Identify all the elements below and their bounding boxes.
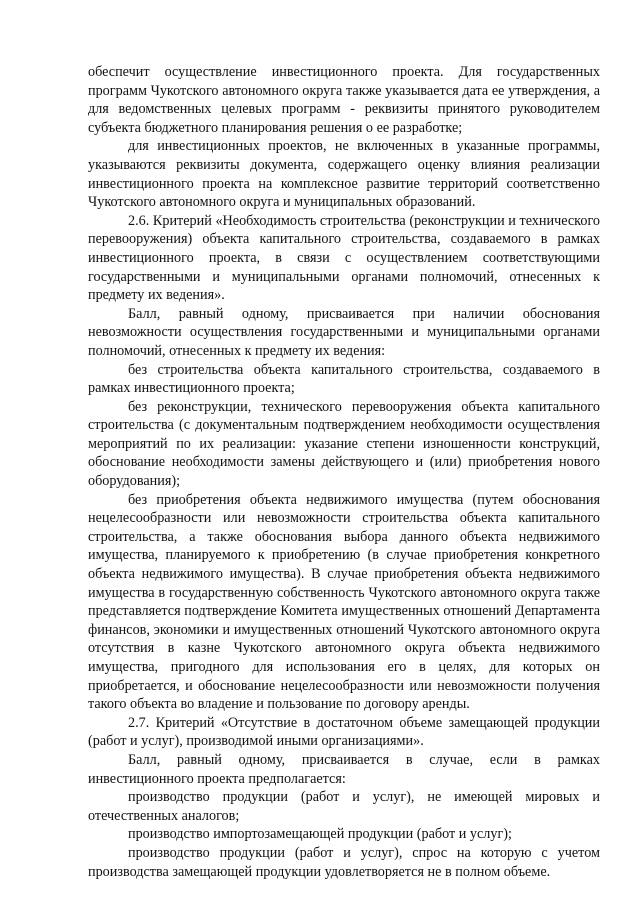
paragraph-score-2-7: Балл, равный одному, присваивается в случае, если в рамках инвестиционного проекта предполагается:	[88, 751, 600, 787]
list-item-without-construction: без строительства объекта капитального строительства, создаваемого в рамках инвестиционного проекта;	[88, 361, 600, 397]
paragraph-continuation: обеспечит осуществление инвестиционного проекта. Для государственных программ Чукотского автономного округа также указывается дата ее утверждения, а для ведомственных целевых программ - реквизиты принятого руководителем субъекта бюджетного планирования решения о ее разработке;	[88, 64, 600, 136]
list-item-without-reconstruction: без реконструкции, технического перевооружения объекта капитального строительства (с документальным подтверждением необходимости осуществления мероприятий по их реализации: указание степени изношенности конструкций, обоснование необходимости замены действующего и (или) приобретения нового оборудования);	[88, 398, 600, 490]
paragraph-criterion-2-7: 2.7. Критерий «Отсутствие в достаточном объеме замещающей продукции (работ и услуг), производимой иными организациями».	[88, 714, 600, 750]
list-item-no-analogues: производство продукции (работ и услуг), не имеющей мировых и отечественных аналогов;	[88, 789, 600, 824]
list-item-import-substitution: производство импортозамещающей продукции (работ и услуг);	[128, 826, 512, 843]
list-item-unmet-demand: производство продукции (работ и услуг), спрос на которую с учетом производства замещающей продукции удовлетворяется не в полном объеме.	[88, 844, 600, 880]
paragraph-other-investment-projects: для инвестиционных проектов, не включенных в указанные программы, указываются реквизиты документа, содержащего оценку влияния реализации инвестиционного проекта на комплексное развитие территорий соответственно Чукотского автономного округа и муниципальных образований.	[88, 138, 600, 211]
paragraph-score-2-6: Балл, равный одному, присваивается при наличии обоснования невозможности осуществления государственными и муниципальными органами полномочий, отнесенных к предмету их ведения:	[88, 305, 600, 359]
document-body	[88, 63, 600, 881]
list-item-without-acquisition: без приобретения объекта недвижимого имущества (путем обоснования нецелесообразности или невозможности строительства объекта капитального строительства, а также обоснования выбора данного объекта недвижимого имущества, планируемого к приобретению (в случае приобретения конкретного объекта недвижимого имущества). В случае приобретения объекта недвижимого имущества в государственную собственность Чукотского автономного округа также представляется подтверждение Комитета имущественных отношений Департамента финансов, экономики и имущественных отношений Чукотского автономного округа отсутствия в казне Чукотского автономного округа объекта недвижимого имущества, пригодного для использования его в целях, для которых он приобретается, и обоснование нецелесообразности или невозможности получения такого объекта во владение и пользование по договору аренды.	[88, 491, 600, 713]
paragraph-criterion-2-6: 2.6. Критерий «Необходимость строительства (реконструкции и технического перевооружения) объекта капитального строительства, создаваемого в рамках инвестиционного проекта, в связи с осуществлением соответствующими государственными и муниципальными органами полномочий, отнесенных к предмету их ведения».	[88, 212, 600, 304]
